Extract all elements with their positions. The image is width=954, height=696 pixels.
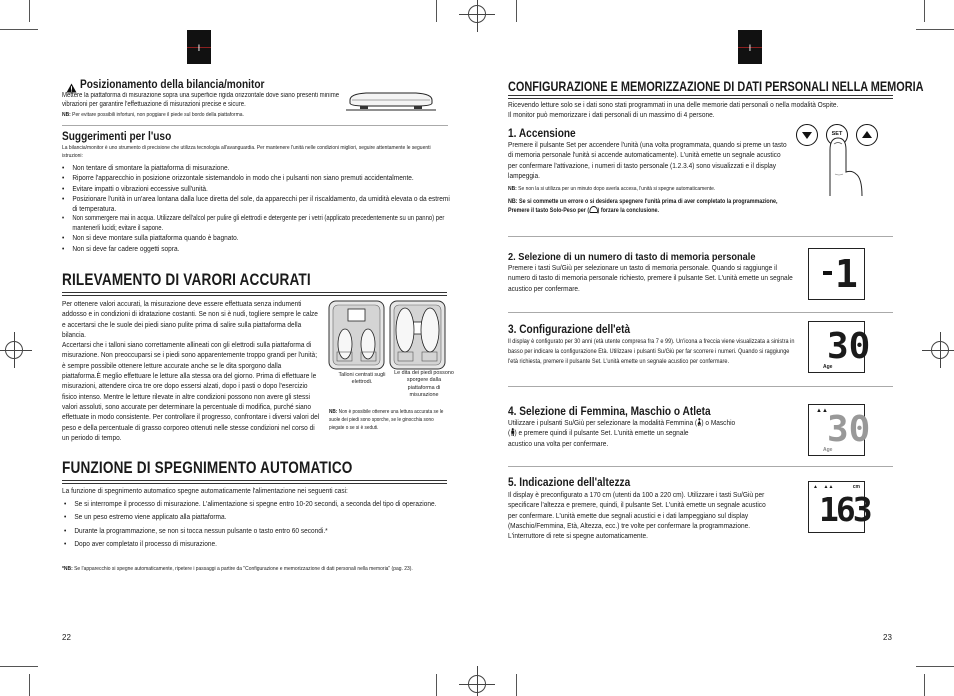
gender-indicators: ▲▲ <box>816 408 828 414</box>
tips-item: • Posizionare l'unità in un'area lontana dalla luce diretta del sole, da apparecchi per il riscaldamento, da umidità elevata o da estremi di temperatura. <box>62 194 453 215</box>
tips-item: • Non sommergere mai in acqua. Utilizzare dell'alcol per pulire gli elettrodi e detergente per i vetri (applicato precedentemente su un panno) per mantenerli lucidi; evitare il sapone. <box>62 214 453 233</box>
step5-title: 5. Indicazione dell'altezza <box>508 477 631 489</box>
crop-mark <box>436 0 437 22</box>
crop-mark <box>0 666 38 667</box>
scale-side-illustration <box>346 88 436 117</box>
step2-title-text: Selezione di un numero di tasto di memoria personale <box>518 251 756 263</box>
installation-title: Posizionamento della bilancia/monitor <box>80 79 265 91</box>
crop-mark <box>924 0 925 22</box>
nb-label: *NB: <box>62 566 73 572</box>
config-intro-line: Il monitor può memorizzare i dati personali di un massimo di 4 persone. <box>508 110 715 120</box>
display-memory-number <box>808 248 865 300</box>
display-dash <box>823 271 832 275</box>
display-value: 163 <box>819 490 870 529</box>
crop-mark <box>0 29 38 30</box>
step3-title: 3. Configurazione dell'età <box>508 324 631 336</box>
section-rule <box>62 292 447 296</box>
scale-icon <box>589 206 597 213</box>
language-tab-right <box>738 30 762 64</box>
nb-label: NB: <box>329 409 338 415</box>
crop-mark <box>916 29 954 30</box>
section-rule <box>508 236 893 237</box>
crop-mark <box>29 0 30 22</box>
accurate-paragraph: Per ottenere valori accurati, la misurazione deve essere effettuata senza indumenti addosso e in condizioni di idratazione costanti. Se non si è nudi, togliere sempre le calze e accertarsi che le suole dei piedi siano pulite prima di salire sulla piattaforma della bilancia. <box>62 299 318 339</box>
tips-list <box>62 163 453 254</box>
display-value: 1 <box>835 252 858 296</box>
nb2-text-b: ) forzare la conclusione. <box>597 207 660 214</box>
section-rule <box>62 125 448 126</box>
step4-text-b: ) o Maschio <box>701 418 736 427</box>
toes-illustration <box>389 300 446 375</box>
tips-item: • Riporre l'apparecchio in posizione orizzontale sistemandolo in modo che i pulsanti non siano premuti accidentalmente. <box>62 173 453 183</box>
step4-text-a: Utilizzare i pulsanti Su/Giù per selezionare la modalità Femmina ( <box>508 418 698 427</box>
display-gender <box>808 404 871 456</box>
tips-intro: La bilancia/monitor è uno strumento di precisione che utilizza tecnologia all'avanguardia. Per mantenere l'unità nelle condizioni migliori, seguire attentamente le seguenti istruzioni: <box>62 145 431 160</box>
nb-text: Se non la si utilizza per un minuto dopo averla accesa, l'unità si spegne automaticamente. <box>518 186 716 192</box>
display-label: Age <box>823 364 833 370</box>
finger-icon <box>826 134 866 201</box>
triangle-down-icon <box>796 124 818 146</box>
tips-title: Suggerimenti per l'uso <box>62 131 172 143</box>
tips-item: • Non si deve far cadere oggetti sopra. <box>62 244 453 254</box>
accurate-nb <box>329 409 447 433</box>
section-rule <box>508 312 893 313</box>
registration-mark-bottom <box>459 666 495 696</box>
crop-mark <box>29 674 30 696</box>
registration-mark-top <box>459 0 495 32</box>
step4-text-e: acustico una volta per confermare. <box>508 438 609 448</box>
auto-off-list <box>64 499 451 549</box>
language-tab-left <box>187 30 211 64</box>
display-value: 30 <box>827 326 871 367</box>
nb-label: NB: <box>62 112 71 118</box>
section-rule <box>508 95 893 99</box>
tips-item: • Evitare impatti o vibrazioni eccessive sull'unità. <box>62 184 453 194</box>
crop-mark <box>916 666 954 667</box>
nb-label: NB: <box>508 198 518 205</box>
display-unit: cm <box>852 484 860 490</box>
registration-mark-left <box>0 332 32 368</box>
crop-mark <box>516 674 517 696</box>
registration-mark-right <box>922 332 954 368</box>
config-title: CONFIGURAZIONE E MEMORIZZAZIONE DI DATI PERSONALI NELLA MEMORIA <box>508 78 924 94</box>
accurate-text <box>62 299 320 443</box>
crop-mark <box>516 0 517 22</box>
auto-off-item: • Dopo aver completato il processo di misurazione. <box>64 539 451 549</box>
step2-title <box>508 251 756 263</box>
display-height <box>808 481 870 533</box>
step1-text: Premere il pulsante Set per accendere l'unità (una volta programmata, quando si preme un tasto di memoria personale l'unità si accende automaticamente). L'unità emette un segnale acustico per confermare l'attivazione, i numeri di tasto personale (1.2.3.4) sono visualizzati e il display lampeggia. <box>508 140 787 180</box>
step1-title: 1. Accensione <box>508 128 576 140</box>
tab-label: I <box>748 44 752 54</box>
nb-text: Per evitare possibili infortuni, non poggiare il piede sul bordo della piattaforma. <box>72 112 244 118</box>
auto-off-intro: La funzione di spegnimento automatico spegne automaticamente l'alimentazione nei seguenti casi: <box>62 486 348 495</box>
auto-off-nb <box>62 565 457 573</box>
step2-number: 2. <box>508 251 516 263</box>
accurate-title: RILEVAMENTO DI VARORI ACCURATI <box>62 270 311 289</box>
nb-text: Non è possibile ottenere una lettura accurata se le suole dei piedi sono sporche, se le ginocchia sono piegate o se si è seduti. <box>329 409 444 431</box>
toes-caption: Le dita dei piedi possono sporgere dalla piattaforma di misurazione <box>394 370 454 399</box>
step2-text: Premere i tasti Su/Giù per selezionare un tasto di memoria personale. Quando si raggiunge il numero di tasto di memoria personale richiesto, premere il pulsante Set. L'unità emette un segnale acustico per confermare. <box>508 263 793 293</box>
section-rule <box>508 386 893 387</box>
installation-nb <box>62 111 348 119</box>
crop-mark <box>924 674 925 696</box>
display-value: 30 <box>827 409 871 450</box>
page-number-right: 23 <box>883 633 892 642</box>
display-label: Age <box>823 447 833 453</box>
step4-text <box>508 418 800 449</box>
config-intro <box>508 100 891 121</box>
accurate-paragraph: Accertarsi che i talloni siano correttamente allineati con gli elettrodi sulla piattaforma di misurazione. Non preoccuparsi se i piedi sono apparentemente troppo grandi per l'unità; è sempre possibile ottenere letture accurate anche se le dita sporgono dalla piattaforma.È meglio effettuare le letture alla stessa ora del giorno. Prima di effettuare le misurazioni, attendere circa tre ore dopo essersi alzati, dopo i pasti o dopo l'esercizio fisico intenso. Mentre le letture rilevate in altre condizioni possono non avere gli stessi valori assoluti, sono accurate per determinare la percentuale di modifica, purché siano effettuate in modo consistente. Per controllare il progresso, confrontare i diversi valori del peso e della percentuale di grasso corporeo ottenuti nelle stesse condizioni nel corso di un periodo di tempo. <box>62 340 320 442</box>
nb2-text-a: Se si commette un errore o si desidera spegnere l'unità prima di aver completato la programmazione, Premere il tasto Solo-Peso per ( <box>508 198 778 214</box>
nb-text: Se l'apparecchio si spegne automaticamente, ripetere i passaggi a partire da "Configurazione e memorizzazione di dati personali nella memoria" (pag. 23). <box>74 566 413 572</box>
step4-title: 4. Selezione di Femmina, Maschio o Atleta <box>508 406 711 418</box>
nb-label: NB: <box>508 186 517 192</box>
section-rule <box>508 466 893 467</box>
auto-off-item: • Se si interrompe il processo di misurazione. L'alimentazione si spegne entro 10-20 secondi, a seconda del tipo di operazione. <box>64 499 451 509</box>
installation-text: Mettere la piattaforma di misurazione sopra una superficie rigida orizzontale dove siano presenti minime vibrazioni per garantire l'effettuazione di misurazioni precise e sicure. <box>62 92 340 109</box>
step5-text: Il display è preconfigurato a 170 cm (utenti da 100 a 220 cm). Utilizzare i tasti Su/Giù per specificare l'altezza e premere, quindi, il pulsante Set. L'unità emette un segnale acustico per confermare. L'unità emette due segnali acustici e i dati lampeggiano sul display (Maschio/Femmina, Età, Altezza, ecc.) tre volte per confermare la programmazione. L'interruttore di rete si spegne automaticamente. <box>508 490 766 541</box>
tips-item: • Non tentare di smontare la piattaforma di misurazione. <box>62 163 453 173</box>
heel-alignment-illustration <box>328 300 385 375</box>
crop-mark <box>436 674 437 696</box>
tab-label: I <box>197 44 201 54</box>
display-indicators: ▲ ▲▲ <box>813 484 834 490</box>
page-number-left: 22 <box>62 633 71 642</box>
step4-text-d: ) e premere quindi il pulsante Set. L'unità emette un segnale <box>514 428 689 438</box>
step3-text: Il display è configurato per 30 anni (età utente compresa fra 7 e 99). Un'icona a freccia viene visualizzata a sinistra in basso per indicare la configurazione Età. Utilizzare i pulsanti Su/Giù per far scorrere i numeri. Quando si raggiunge l'età richiesta, premere il pulsante Set. L'unità emette un segnale acustico per confermare. <box>508 338 795 366</box>
step1-nb <box>508 185 827 193</box>
config-intro-line: Ricevendo letture solo se i dati sono stati programmati in una delle memorie dati personali o nella modalità Ospite. <box>508 100 839 109</box>
auto-off-item: • Durante la programmazione, se non si tocca nessun pulsante o tasto entro 60 secondi.* <box>64 526 451 536</box>
down-button[interactable] <box>796 124 818 146</box>
display-age <box>808 321 871 373</box>
set-label: SET <box>831 131 843 137</box>
step4-text-c: ( <box>508 428 511 438</box>
auto-off-title: FUNZIONE DI SPEGNIMENTO AUTOMATICO <box>62 458 353 477</box>
heel-caption: Talloni centrati sugli elettrodi. <box>338 372 386 386</box>
tips-item: • Non si deve montare sulla piattaforma quando è bagnato. <box>62 233 453 243</box>
step1-nb2 <box>508 197 785 215</box>
auto-off-item: • Se un peso estremo viene applicato alla piattaforma. <box>64 512 451 522</box>
section-rule <box>62 480 447 484</box>
